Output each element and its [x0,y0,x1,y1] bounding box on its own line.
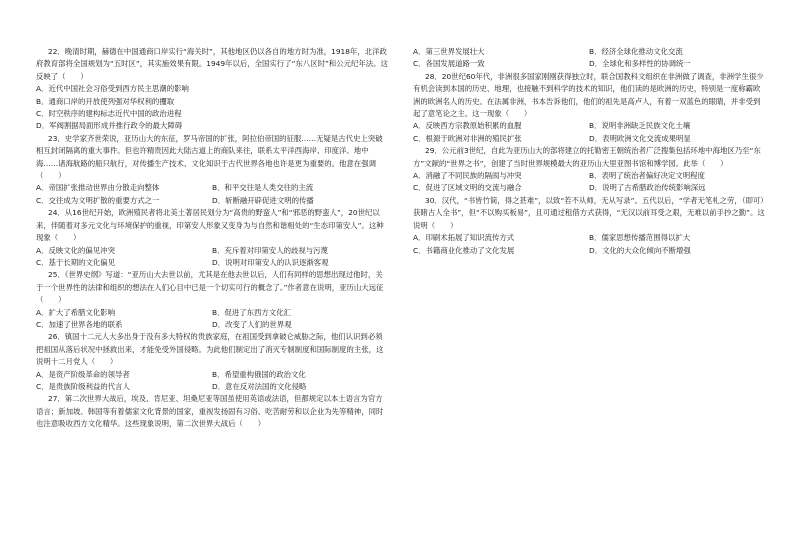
option-row [36,381,388,393]
answer-option: C．基于长期的文化偏见 [36,257,116,267]
option-row [413,46,765,58]
question-text: 26．镇国十二元人大多出身于没有多大特权的贵族家庭，在祖国受到拿破仑威胁之际，他们认识到必须把祖国从落后状况中拯救出来，才能免受外国侵略。为此他们制定出了消灭专制制度和国际制度的主张，这说明十二月党人（ ） [36,332,384,367]
question-text: 29．公元前3世纪，自此为亚历山大的部将建立的托勒密王朝统治者广泛搜集包括环地中海地区乃至“东方”文献的“世界之书”，创建了当时世界规模最大的亚历山大里亚图书馆和博学园。此举（ ） [413,146,761,168]
answer-option: A．印刷术拓展了知识流传方式 [413,233,515,243]
option-row [36,182,388,194]
option-row [36,195,388,207]
answer-option: D．全球化和多样性的协调统一 [589,59,691,69]
option-row [413,120,765,132]
answer-option: C．加速了世界各地的联系 [36,319,123,329]
answer-option: A．帝国扩张推动世界由分散走向整体 [36,183,160,193]
answer-option: B．促进了东西方文化汇 [212,307,291,317]
question-text: 24．从16世纪开始，欧洲殖民者将北美土著居民划分为“高贵的野蛮人”和“邪恶的野蛮人”，20世纪以来，伴随着对多元文化与环境保护的重视，印第安人形象又变身为与自然和谐相处的“生态印第安人”。这种现象（ ） [36,208,384,243]
option-row [413,170,765,182]
question-text: 25．《世界史纲》写道：“亚历山大去世以前，尤其是在他去世以后，人们有同样的思想出现过他时，关于一个世界性的法律和组织的想法在人们心目中已是一个切实可行的概念了。”作者意在说明，亚历山大远征（ ） [36,270,384,305]
answer-option: A．反映西方宗教原始积累的血腥 [413,121,522,131]
answer-option: B．儒家思想传播范围得以扩大 [589,233,691,243]
option-row [36,319,388,331]
answer-option: C．交往成为文明扩散的重要方式之一 [36,195,160,205]
answer-option: B．和平交往是人类交往的主流 [212,183,314,193]
question-text: 30．汉代，“书皆竹简，得之甚难”，以致“若不从师，无从写录”。五代以后，“学者无笔札之劳，（即可）获睹古人全书”，但“不以购买板易”，且可通过租借方式获得，“无汉以前耳受之艰，无难以前手抄之勤”。这说明（ ） [413,195,765,230]
answer-option: A．是资产阶级革命的领导者 [36,369,130,379]
question-text: 27．第二次世界大战后，埃及、肯尼亚、坦桑尼亚等国虽使用英语或法语，但都规定以本土语言为官方语言；新加坡、韩国等有着儒家文化背景的国家，重视发扬固有习俗、吃苦耐劳和以企业为先等精神，同时也注意吸收西方文化精华。这些现象说明，第二次世界大战后（ ） [36,394,384,429]
answer-option: B．通商口岸的开放使列强对华权利的攫取 [36,96,175,106]
answer-option: C．促进了区域文明的交流与融合 [413,183,522,193]
question-text: 23．史学家齐世荣说，亚历山大的东征，罗马帝国的扩张，阿拉伯帝国的征服……无疑是古代史上突破相互封闭隔离的重大事件。但也许精贵因此大陆古道上的商队来往，联系太平洋西海岸、印度洋、地中海……诸海航路的船只航行，对传播生产技术、文化知识于古代世界各地也许是更为重要的。他意在强调（ ） [36,133,383,181]
answer-option: C．根源于欧洲对非洲的殖民扩张 [413,133,522,143]
left-column [36,46,388,431]
answer-option: A．扩大了希腊文化影响 [36,307,115,317]
answer-option: C．各国发展道路一致 [413,59,485,69]
option-row [413,58,765,70]
option-row [413,133,765,145]
option-row [36,369,388,381]
option-row [36,245,388,257]
option-row [36,307,388,319]
answer-option: D．表明欧洲文化交流成果明显 [589,133,691,143]
question-text: 22．晚清时期，赫德在中国通商口岸实行“海关时”，其他地区仍以各自的地方时为准，1918年，北洋政府教育部将全国规划为“五时区”，其实施效果有限。1949年以后，全国实行了“东八区时”和公元纪年法。这反映了（ ） [36,47,388,81]
answer-option: B．表明了统治者偏好决定文明程度 [589,171,705,181]
answer-option: B．希望重构俄国的政治文化 [212,369,306,379]
question-text: 28．20世纪60年代，非洲很多国家刚刚获得独立时，联合国教科文组织在非洲做了调查，非洲学生很少有机会读到本国的历史、地理，也接触不到科学的技术的知识，他们读的是欧洲的历史，特别是一度称霸欧洲的欧洲名人的历史。在法属非洲，书本告诉他们，他们的祖先是高卢人，有着一双蓝色的眼睛，并非受到起了意笔论之主。这一现象（ ） [413,71,764,119]
answer-option: D．军阀割据局面形成并推行政令的最大障碍 [36,121,183,131]
answer-option: D．斩断融开辟促进文明的传播 [212,195,314,205]
answer-option: A．消融了不同民族的隔阂与冲突 [413,171,522,181]
answer-option: D．说明对印第安人的认识逐渐客观 [212,257,329,267]
answer-option: A．近代中国社会习俗受到西方民主思潮的影响 [36,84,189,94]
answer-option: A．反映文化的偏见冲突 [36,245,115,255]
answer-option: B．说明非洲缺乏民族文化土壤 [589,121,691,131]
answer-option: B．充斥着对印第安人的歧视与污蔑 [212,245,328,255]
answer-option: D．文化的大众化倾向不断增强 [589,245,691,255]
option-row [413,245,765,257]
answer-option: B．经济全球化推动文化交流 [589,47,683,56]
answer-option: D．改变了人们的世界观 [212,319,292,329]
answer-option: A．第三世界发展壮大 [413,47,485,56]
option-row [413,232,765,244]
option-row [413,182,765,194]
option-row [36,257,388,269]
right-column [413,46,765,257]
answer-option: D．说明了古希腊政治传统影响深远 [589,183,706,193]
answer-option: D．意在反对法国的文化侵略 [212,381,307,391]
answer-option: C．时空秩序的建构标志近代中国的政治进程 [36,109,182,119]
answer-option: C．书籍商业化推动了文化发展 [413,245,515,255]
answer-option: C．是贵族阶级利益的代言人 [36,381,130,391]
